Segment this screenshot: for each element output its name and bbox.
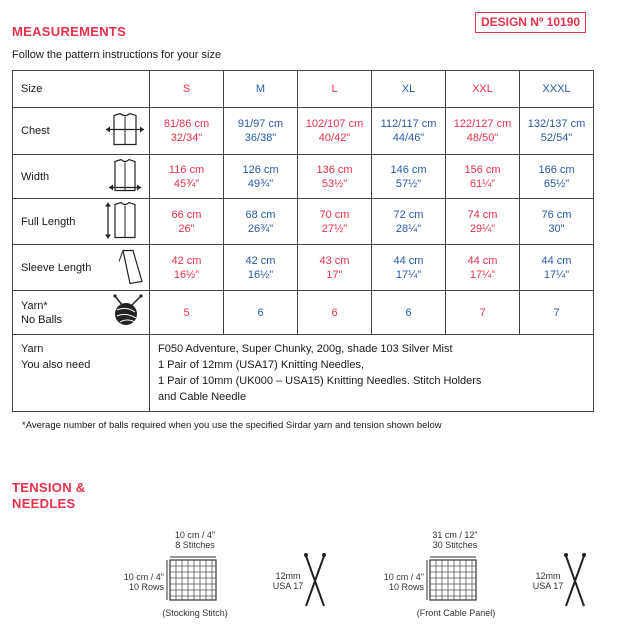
label: 10 Rows [388, 582, 424, 592]
label: 10 cm / 4" [383, 572, 424, 582]
cell-in: 61¼" [469, 177, 496, 190]
size-s: S [150, 71, 224, 108]
label: 8 Stitches [175, 540, 215, 550]
right-swatch-caption: (Front Cable Panel) [416, 608, 496, 618]
cell-cm: 44 cm [467, 254, 498, 267]
row-label-chest [13, 108, 150, 155]
size-xl: XL [372, 71, 446, 108]
cell [372, 155, 446, 199]
cell-in: 17¼" [395, 268, 422, 281]
length-garment-icon [103, 200, 145, 243]
cell-cm: 122/127 cm [453, 118, 512, 130]
page-title: MEASUREMENTS [12, 24, 127, 39]
cell-in: 40/42" [318, 132, 351, 144]
yarn-ball-icon [111, 294, 145, 332]
size-row [13, 71, 594, 108]
cell-in: 48/50" [466, 132, 499, 144]
cell-cm: 91/97 cm [237, 118, 284, 130]
cell-cm: 102/107 cm [305, 118, 364, 130]
cell-cm: 42 cm [171, 254, 202, 267]
tension-title-line-1: TENSION & [12, 480, 86, 495]
balls-xxxl: 7 [520, 291, 594, 335]
cell-in: 16½" [247, 268, 274, 281]
cell [224, 108, 298, 155]
left-swatch-caption: (Stocking Stitch) [162, 608, 228, 618]
cell-in: 30" [548, 222, 565, 235]
left-crossed-needles-icon [302, 552, 328, 610]
right-crossed-needles-icon [562, 552, 588, 610]
balls-m: 6 [224, 291, 298, 335]
row-label-text: Width [21, 170, 50, 183]
cell [446, 155, 520, 199]
sleeve-icon [115, 247, 145, 288]
cell-in: 49¾" [247, 177, 274, 190]
cell-cm: 44 cm [393, 254, 424, 267]
cell-in: 28¼" [395, 222, 422, 235]
cell-cm: 126 cm [242, 163, 279, 176]
cell-cm: 42 cm [245, 254, 276, 267]
cell-cm: 81/86 cm [163, 118, 210, 130]
tension-title-line-2: NEEDLES [12, 496, 76, 511]
cell-in: 26" [178, 222, 195, 235]
table-row [13, 155, 594, 199]
cell-in: 52/54" [540, 132, 573, 144]
label: USA 17 [272, 581, 304, 591]
row-label-yarn-balls [13, 291, 150, 335]
left-swatch-top-label [160, 530, 230, 550]
label: 30 Stitches [432, 540, 478, 550]
row-label-width [13, 155, 150, 199]
cell [224, 245, 298, 291]
left-swatch-side-label [112, 572, 164, 592]
footnote: *Average number of balls required when you use the specified Sirdar yarn and tension shown below [22, 420, 442, 431]
cell-in: 17¼" [543, 268, 570, 281]
cell [150, 199, 224, 245]
label: USA 17 [532, 581, 564, 591]
size-xxxl: XXXL [520, 71, 594, 108]
chest-garment-icon [105, 112, 145, 151]
size-m: M [224, 71, 298, 108]
width-garment-icon [105, 157, 145, 196]
cell [372, 199, 446, 245]
cell-cm: 166 cm [538, 163, 575, 176]
cell [520, 245, 594, 291]
yarn-balls-row [13, 291, 594, 335]
yarn-row-label-1: Yarn [21, 343, 44, 355]
cell-cm: 68 cm [245, 208, 276, 221]
cell [224, 155, 298, 199]
yarn-line: F050 Adventure, Super Chunky, 200g, shade 103 Silver Mist [158, 343, 453, 355]
cell-cm: 112/117 cm [380, 118, 437, 130]
tension-title [12, 480, 85, 512]
measurements-table [12, 70, 594, 412]
cell [224, 199, 298, 245]
cell-in: 36/38" [244, 132, 277, 144]
cell-cm: 74 cm [467, 208, 498, 221]
yarn-details [150, 335, 594, 412]
cell-cm: 116 cm [168, 163, 205, 176]
cell [446, 245, 520, 291]
table-row [13, 199, 594, 245]
cell-cm: 132/137 cm [527, 118, 586, 130]
cell-cm: 66 cm [171, 208, 202, 221]
cell [520, 199, 594, 245]
cell-cm: 43 cm [319, 254, 350, 267]
size-label: Size [13, 71, 150, 108]
cell [298, 155, 372, 199]
cell [520, 108, 594, 155]
cell-in: 57½" [395, 177, 422, 190]
label: 31 cm / 12" [432, 530, 478, 540]
cell-cm: 70 cm [319, 208, 350, 221]
cell [298, 245, 372, 291]
table-row [13, 108, 594, 155]
design-number: DESIGN Nº 10190 [475, 12, 586, 33]
cell-in: 44/46" [392, 132, 425, 144]
yarn-line: 1 Pair of 10mm (UK000 – USA15) Knitting Needles. Stitch Holders [158, 375, 482, 387]
yarn-row [13, 335, 594, 412]
cell [446, 199, 520, 245]
cell [520, 155, 594, 199]
balls-label: No Balls [21, 313, 62, 326]
balls-xl: 6 [372, 291, 446, 335]
cell-cm: 146 cm [390, 163, 427, 176]
yarn-line: 1 Pair of 12mm (USA17) Knitting Needles, [158, 359, 365, 371]
yarn-label: Yarn* [21, 299, 48, 312]
cell [446, 108, 520, 155]
label: 10 Rows [128, 582, 164, 592]
cell-in: 26¾" [247, 222, 274, 235]
cell [298, 108, 372, 155]
row-label-text: Chest [21, 125, 50, 137]
cell-cm: 76 cm [541, 208, 572, 221]
cell-cm: 44 cm [541, 254, 572, 267]
balls-s: 5 [150, 291, 224, 335]
cell [372, 108, 446, 155]
cell-in: 17¼" [469, 268, 496, 281]
cell-cm: 136 cm [316, 163, 353, 176]
cell-in: 65½" [543, 177, 570, 190]
left-swatch-grid-icon [166, 556, 220, 604]
row-label-sleeve-length [13, 245, 150, 291]
intro-text: Follow the pattern instructions for your size [12, 49, 222, 61]
cell [298, 199, 372, 245]
yarn-row-label [13, 335, 150, 412]
cell-in: 27½" [321, 222, 348, 235]
cell-in: 29¼" [469, 222, 496, 235]
label: 10 cm / 4" [123, 572, 164, 582]
cell [150, 108, 224, 155]
cell-in: 16½" [173, 268, 200, 281]
cell-cm: 156 cm [464, 163, 501, 176]
cell-cm: 72 cm [393, 208, 424, 221]
cell [150, 155, 224, 199]
yarn-row-label-2: You also need [21, 359, 91, 371]
yarn-line: and Cable Needle [158, 391, 247, 403]
cell-in: 32/34" [170, 132, 203, 144]
size-xxl: XXL [446, 71, 520, 108]
right-swatch-grid-icon [426, 556, 480, 604]
row-label-full-length [13, 199, 150, 245]
cell [372, 245, 446, 291]
balls-xxl: 7 [446, 291, 520, 335]
table-row [13, 245, 594, 291]
size-l: L [298, 71, 372, 108]
balls-l: 6 [298, 291, 372, 335]
cell-in: 53½" [321, 177, 348, 190]
row-label-text: Full Length [21, 215, 76, 228]
cell [150, 245, 224, 291]
cell-in: 17" [326, 268, 343, 281]
row-label-text: Sleeve Length [21, 261, 92, 274]
label: 12mm [535, 571, 561, 581]
right-swatch-top-label [418, 530, 492, 550]
label: 10 cm / 4" [174, 530, 216, 540]
right-swatch-side-label [372, 572, 424, 592]
cell-in: 45¾" [173, 177, 200, 190]
label: 12mm [275, 571, 301, 581]
